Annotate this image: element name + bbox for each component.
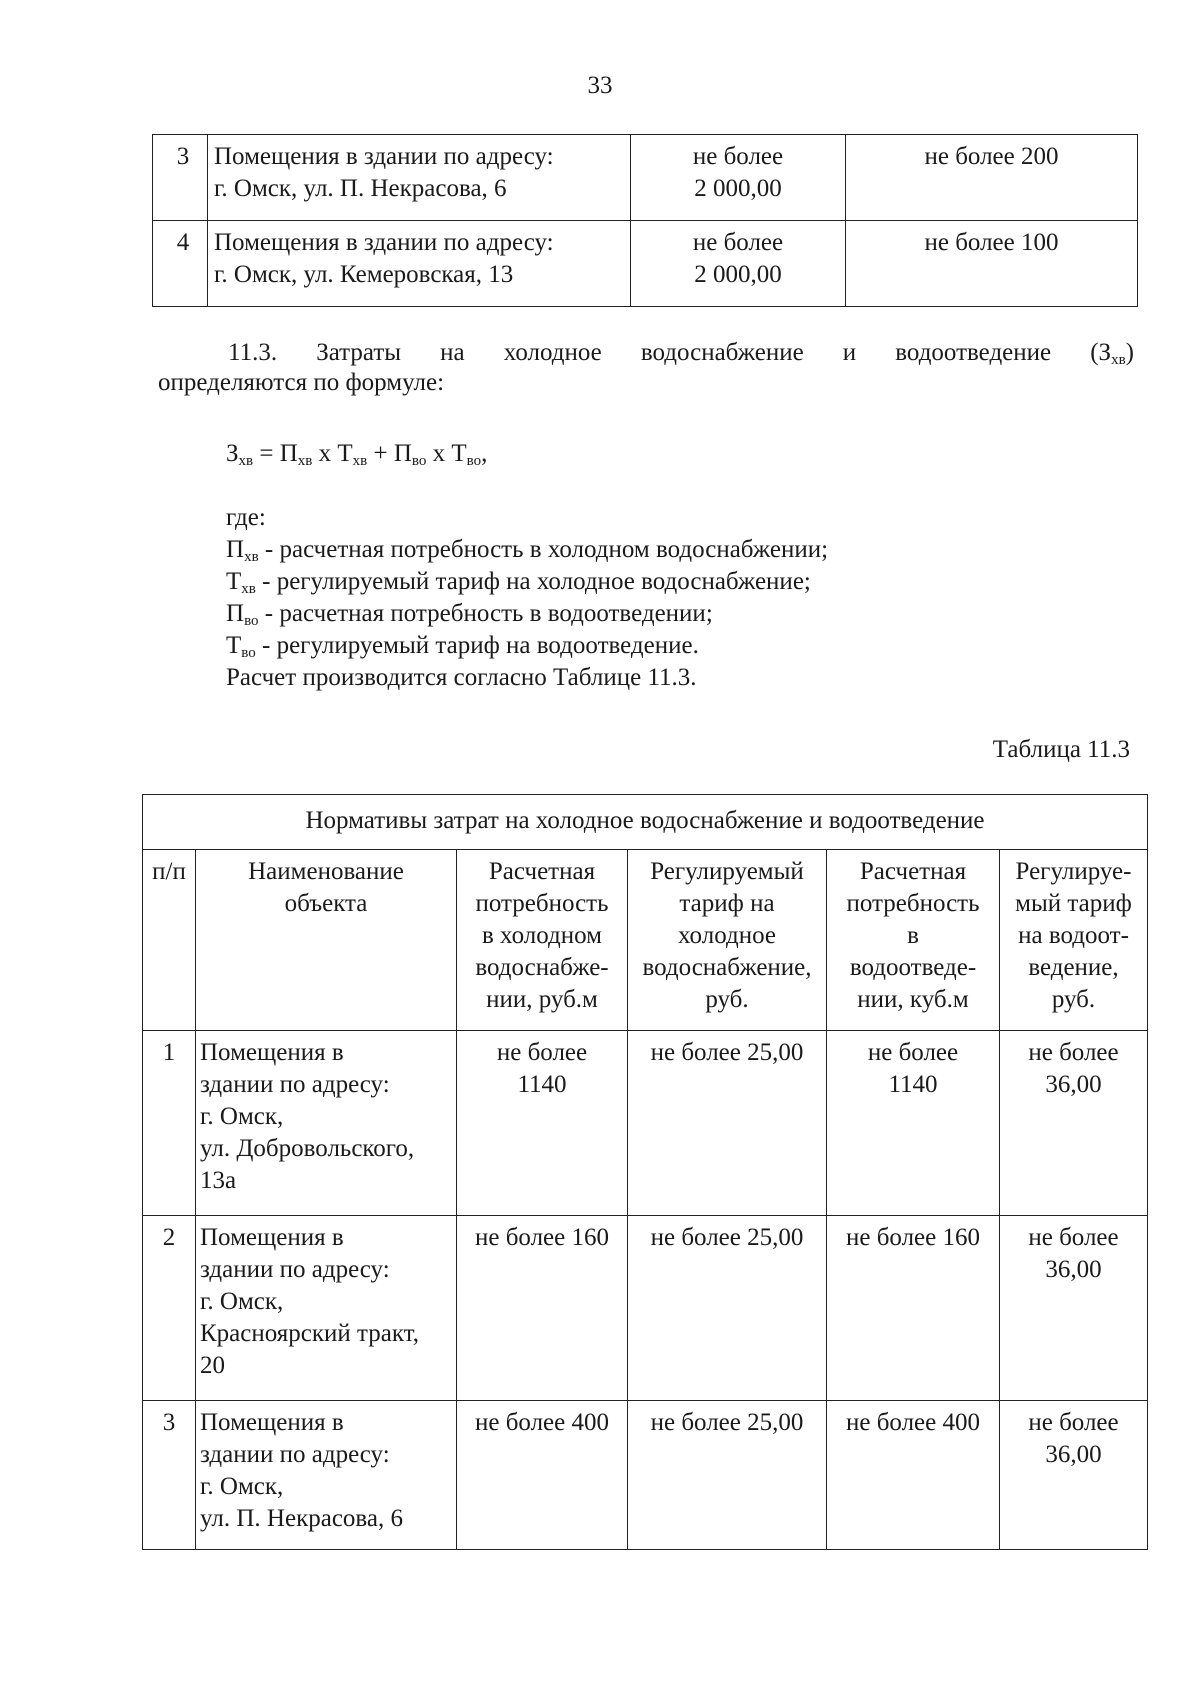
value-cell: не более 160 [457, 1216, 628, 1401]
value-cell: не более 1140 [457, 1031, 628, 1216]
column-header: Регулируемый тариф на холодное водоснабжение, руб. [628, 850, 827, 1031]
legend-item: $Т_{хв}$ - регулируемый тариф на холодное водоснабжение; [226, 568, 811, 597]
row-number: 3 [143, 1401, 196, 1550]
value-cell: не более 100 [846, 221, 1138, 307]
legend-item: $Т_{во}$ - регулируемый тариф на водоотведение. [226, 632, 699, 661]
subscript: хв [297, 453, 313, 469]
value-cell: не более 2 000,00 [631, 135, 846, 221]
subscript: хв [1111, 352, 1126, 368]
formula [226, 440, 487, 468]
row-number: 1 [143, 1031, 196, 1216]
object-name: Помещения в здании по адресу: г. Омск, ул. Кемеровская, 13 [208, 221, 631, 307]
table-header-row [143, 850, 1148, 1031]
value-cell: не более 200 [846, 135, 1138, 221]
formula-part: = П [253, 440, 298, 467]
formula-part: , [481, 440, 488, 467]
table-title: Нормативы затрат на холодное водоснабжение и водоотведение [143, 795, 1148, 850]
table-row [143, 1031, 1148, 1216]
value-cell: не более 160 [827, 1216, 1000, 1401]
subscript: хв [352, 453, 368, 469]
value-cell: не более 2 000,00 [631, 221, 846, 307]
table-title-row [143, 795, 1148, 850]
value-cell: не более 400 [457, 1401, 628, 1550]
object-name: Помещения в здании по адресу: г. Омск, ул. П. Некрасова, 6 [196, 1401, 457, 1550]
legend-calc: Расчет производится согласно Таблице 11.3. [226, 664, 697, 691]
value-cell: не более 25,00 [628, 1401, 827, 1550]
row-number: 3 [153, 135, 208, 221]
table-caption: Таблица 11.3 [992, 736, 1130, 763]
object-name: Помещения в здании по адресу: г. Омск, ул. П. Некрасова, 6 [208, 135, 631, 221]
formula-part: х Т [426, 440, 467, 467]
legend-where: где: [226, 504, 266, 531]
value-cell: не более 36,00 [1000, 1401, 1148, 1550]
row-number: 4 [153, 221, 208, 307]
value-cell: не более 36,00 [1000, 1216, 1148, 1401]
formula-part: + П [367, 440, 412, 467]
table-row [143, 1401, 1148, 1550]
page-number: 33 [587, 72, 613, 99]
subscript: во [466, 453, 482, 469]
object-name: Помещения в здании по адресу: г. Омск, Красноярский тракт, 20 [196, 1216, 457, 1401]
table-row [153, 221, 1138, 307]
value-cell: не более 400 [827, 1401, 1000, 1550]
paragraph-text: ) [1125, 339, 1134, 366]
column-header: Расчетная потребность в водоотведе- нии, куб.м [827, 850, 1000, 1031]
legend-item: $П_{во}$ - расчетная потребность в водоотведении; [226, 600, 713, 629]
value-cell: не более 1140 [827, 1031, 1000, 1216]
column-header: п/п [143, 850, 196, 1031]
row-number: 2 [143, 1216, 196, 1401]
value-cell: не более 25,00 [628, 1216, 827, 1401]
continued-table [152, 134, 1138, 307]
column-header: Регулируе- мый тариф на водоот- ведение, руб. [1000, 850, 1148, 1031]
formula-part: х Т [312, 440, 353, 467]
value-cell: не более 36,00 [1000, 1031, 1148, 1216]
table-row [143, 1216, 1148, 1401]
paragraph-line: определяются по формуле: [158, 369, 445, 396]
formula-legend [226, 502, 828, 694]
section-paragraph [158, 338, 1134, 368]
subscript: во [411, 453, 427, 469]
object-name: Помещения в здании по адресу: г. Омск, ул. Добровольского, 13а [196, 1031, 457, 1216]
paragraph-text: 11.3. Затраты на холодное водоснабжение и водоотведение (З [228, 339, 1112, 366]
formula-part: З [226, 440, 239, 467]
legend-item: $П_{хв}$ - расчетная потребность в холодном водоснабжении; [226, 536, 829, 565]
column-header: Расчетная потребность в холодном водоснабже- нии, руб.м [457, 850, 628, 1031]
subscript: хв [238, 453, 254, 469]
norms-table [142, 794, 1148, 1550]
value-cell: не более 25,00 [628, 1031, 827, 1216]
table-row [153, 135, 1138, 221]
column-header: Наименование объекта [196, 850, 457, 1031]
